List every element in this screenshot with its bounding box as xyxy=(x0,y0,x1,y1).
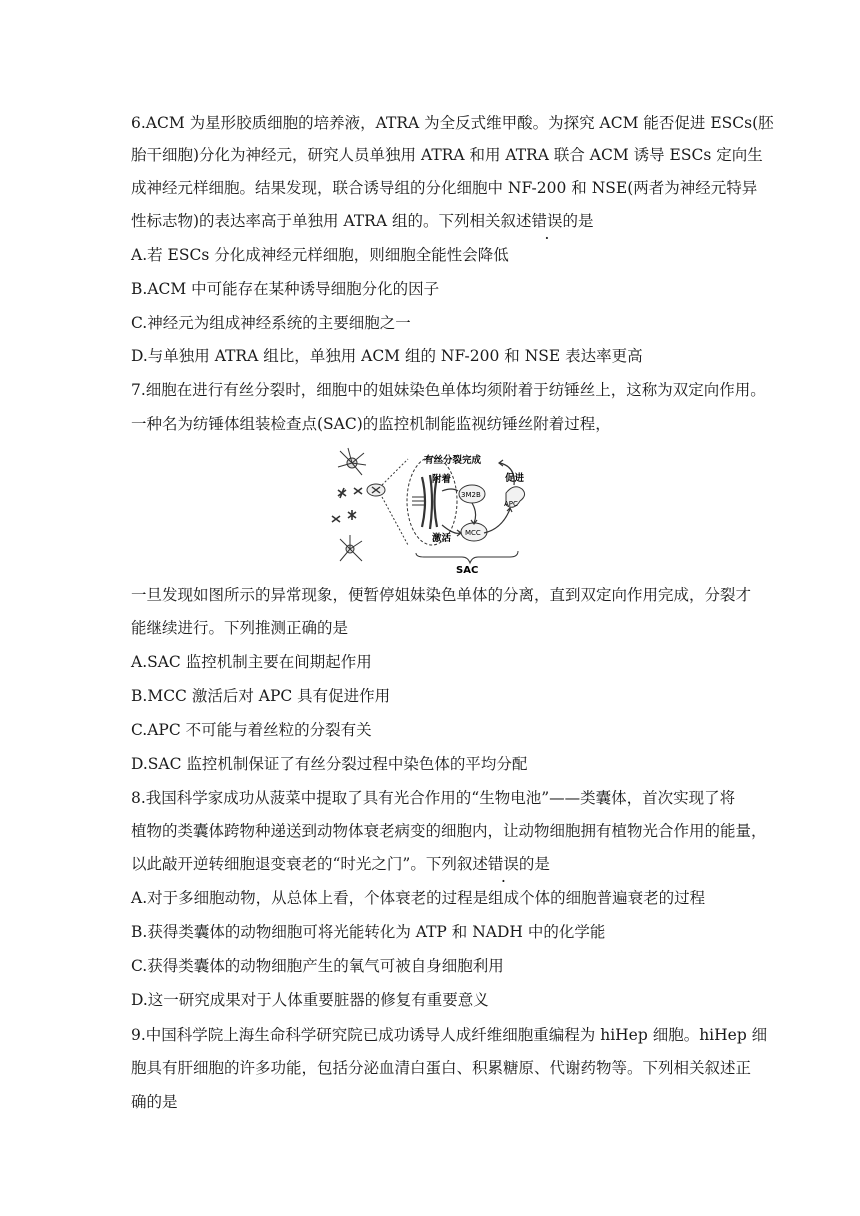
q6-stem-text: 性标志物)的表达率高于单独用 ATRA 组的。下列相关叙述 xyxy=(131,212,532,230)
q7-option-a: A.SAC 监控机制主要在间期起作用 xyxy=(131,653,372,671)
label-3m2b: 3M2B xyxy=(461,491,481,499)
q6-option-d: D.与单独用 ATRA 组比，单独用 ACM 组的 NF-200 和 NSE 表达率更高 xyxy=(131,347,643,365)
q6-stem-line-2: 胎干细胞)分化为神经元，研究人员单独用 ATRA 和用 ATRA 联合 ACM 诱导 ESCs 定向生 xyxy=(131,146,763,164)
label-activate: 激活 xyxy=(432,533,452,544)
q6-emphasis-word: 错误 xyxy=(531,212,563,230)
label-sac: SAC xyxy=(456,565,479,576)
label-promote: 促进 xyxy=(505,473,525,484)
q6-option-a: A.若 ESCs 分化成神经元样细胞，则细胞全能性会降低 xyxy=(131,246,509,264)
q9-stem-line-1: 9.中国科学院上海生命科学研究院已成功诱导人成纤维细胞重编程为 hiHep 细胞。hiHep 细 xyxy=(131,1026,768,1044)
q7-stem-line-1: 7.细胞在进行有丝分裂时，细胞中的姐妹染色单体均须附着于纺锤丝上，这称为双定向作用。 xyxy=(131,381,766,399)
magnified-chromosome xyxy=(382,457,457,545)
q6-stem-line-1: 6.ACM 为星形胶质细胞的培养液，ATRA 为全反式维甲酸。为探究 ACM 能否促进 ESCs(胚 xyxy=(131,114,774,132)
q8-emphasis-word: 错误 xyxy=(487,855,519,873)
spindle-cell-illustrations xyxy=(332,448,385,561)
q8-option-a: A.对于多细胞动物，从总体上看，个体衰老的过程是组成个体的细胞普遍衰老的过程 xyxy=(131,889,706,907)
label-mitosis-complete: 有丝分裂完成 xyxy=(424,455,482,466)
q8-stem-end: 的是 xyxy=(518,855,550,873)
q6-option-c: C.神经元为组成神经系统的主要细胞之一 xyxy=(131,314,411,332)
q7-option-c: C.APC 不可能与着丝粒的分裂有关 xyxy=(131,721,372,739)
q6-stem-line-4 xyxy=(131,211,731,231)
label-apc: APC xyxy=(504,500,518,508)
label-mcc: MCC xyxy=(465,529,481,537)
q6-stem-end: 的是 xyxy=(562,212,594,230)
q6-stem-line-3: 成神经元样细胞。结果发现，联合诱导组的分化细胞中 NF-200 和 NSE(两者为神经元特异 xyxy=(131,179,758,197)
q8-option-d: D.这一研究成果对于人体重要脏器的修复有重要意义 xyxy=(131,991,489,1009)
q8-option-c: C.获得类囊体的动物细胞产生的氧气可被自身细胞利用 xyxy=(131,957,504,975)
q7-option-b: B.MCC 激活后对 APC 具有促进作用 xyxy=(131,687,391,705)
q8-stem-line-2: 植物的类囊体跨物种递送到动物体衰老病变的细胞内，让动物细胞拥有植物光合作用的能量， xyxy=(131,822,767,840)
label-attach: 附着 xyxy=(432,474,452,485)
q9-stem-line-3: 确的是 xyxy=(131,1093,178,1111)
q8-stem-line-3 xyxy=(131,854,731,874)
q7-stem-line-4: 能继续进行。下列推测正确的是 xyxy=(131,619,349,637)
sac-mechanism-figure xyxy=(324,445,534,577)
sac-brace xyxy=(416,551,518,563)
q8-option-b: B.获得类囊体的动物细胞可将光能转化为 ATP 和 NADH 中的化学能 xyxy=(131,923,606,941)
q8-stem-line-1: 8.我国科学家成功从菠菜中提取了具有光合作用的“生物电池”——类囊体，首次实现了将 xyxy=(131,789,736,807)
q9-stem-line-2: 胞具有肝细胞的许多功能，包括分泌血清白蛋白、积累糖原、代谢药物等。下列相关叙述正 xyxy=(131,1059,752,1077)
q7-option-d: D.SAC 监控机制保证了有丝分裂过程中染色体的平均分配 xyxy=(131,755,528,773)
q8-stem-text: 以此敲开逆转细胞退变衰老的“时光之门”。下列叙述 xyxy=(131,855,488,873)
q6-option-b: B.ACM 中可能存在某种诱导细胞分化的因子 xyxy=(131,280,440,298)
q7-stem-line-2: 一种名为纺锤体组装检查点(SAC)的监控机制能监视纺锤丝附着过程， xyxy=(131,415,611,433)
q7-stem-line-3: 一旦发现如图所示的异常现象，便暂停姐妹染色单体的分离，直到双定向作用完成，分裂才 xyxy=(131,586,752,604)
